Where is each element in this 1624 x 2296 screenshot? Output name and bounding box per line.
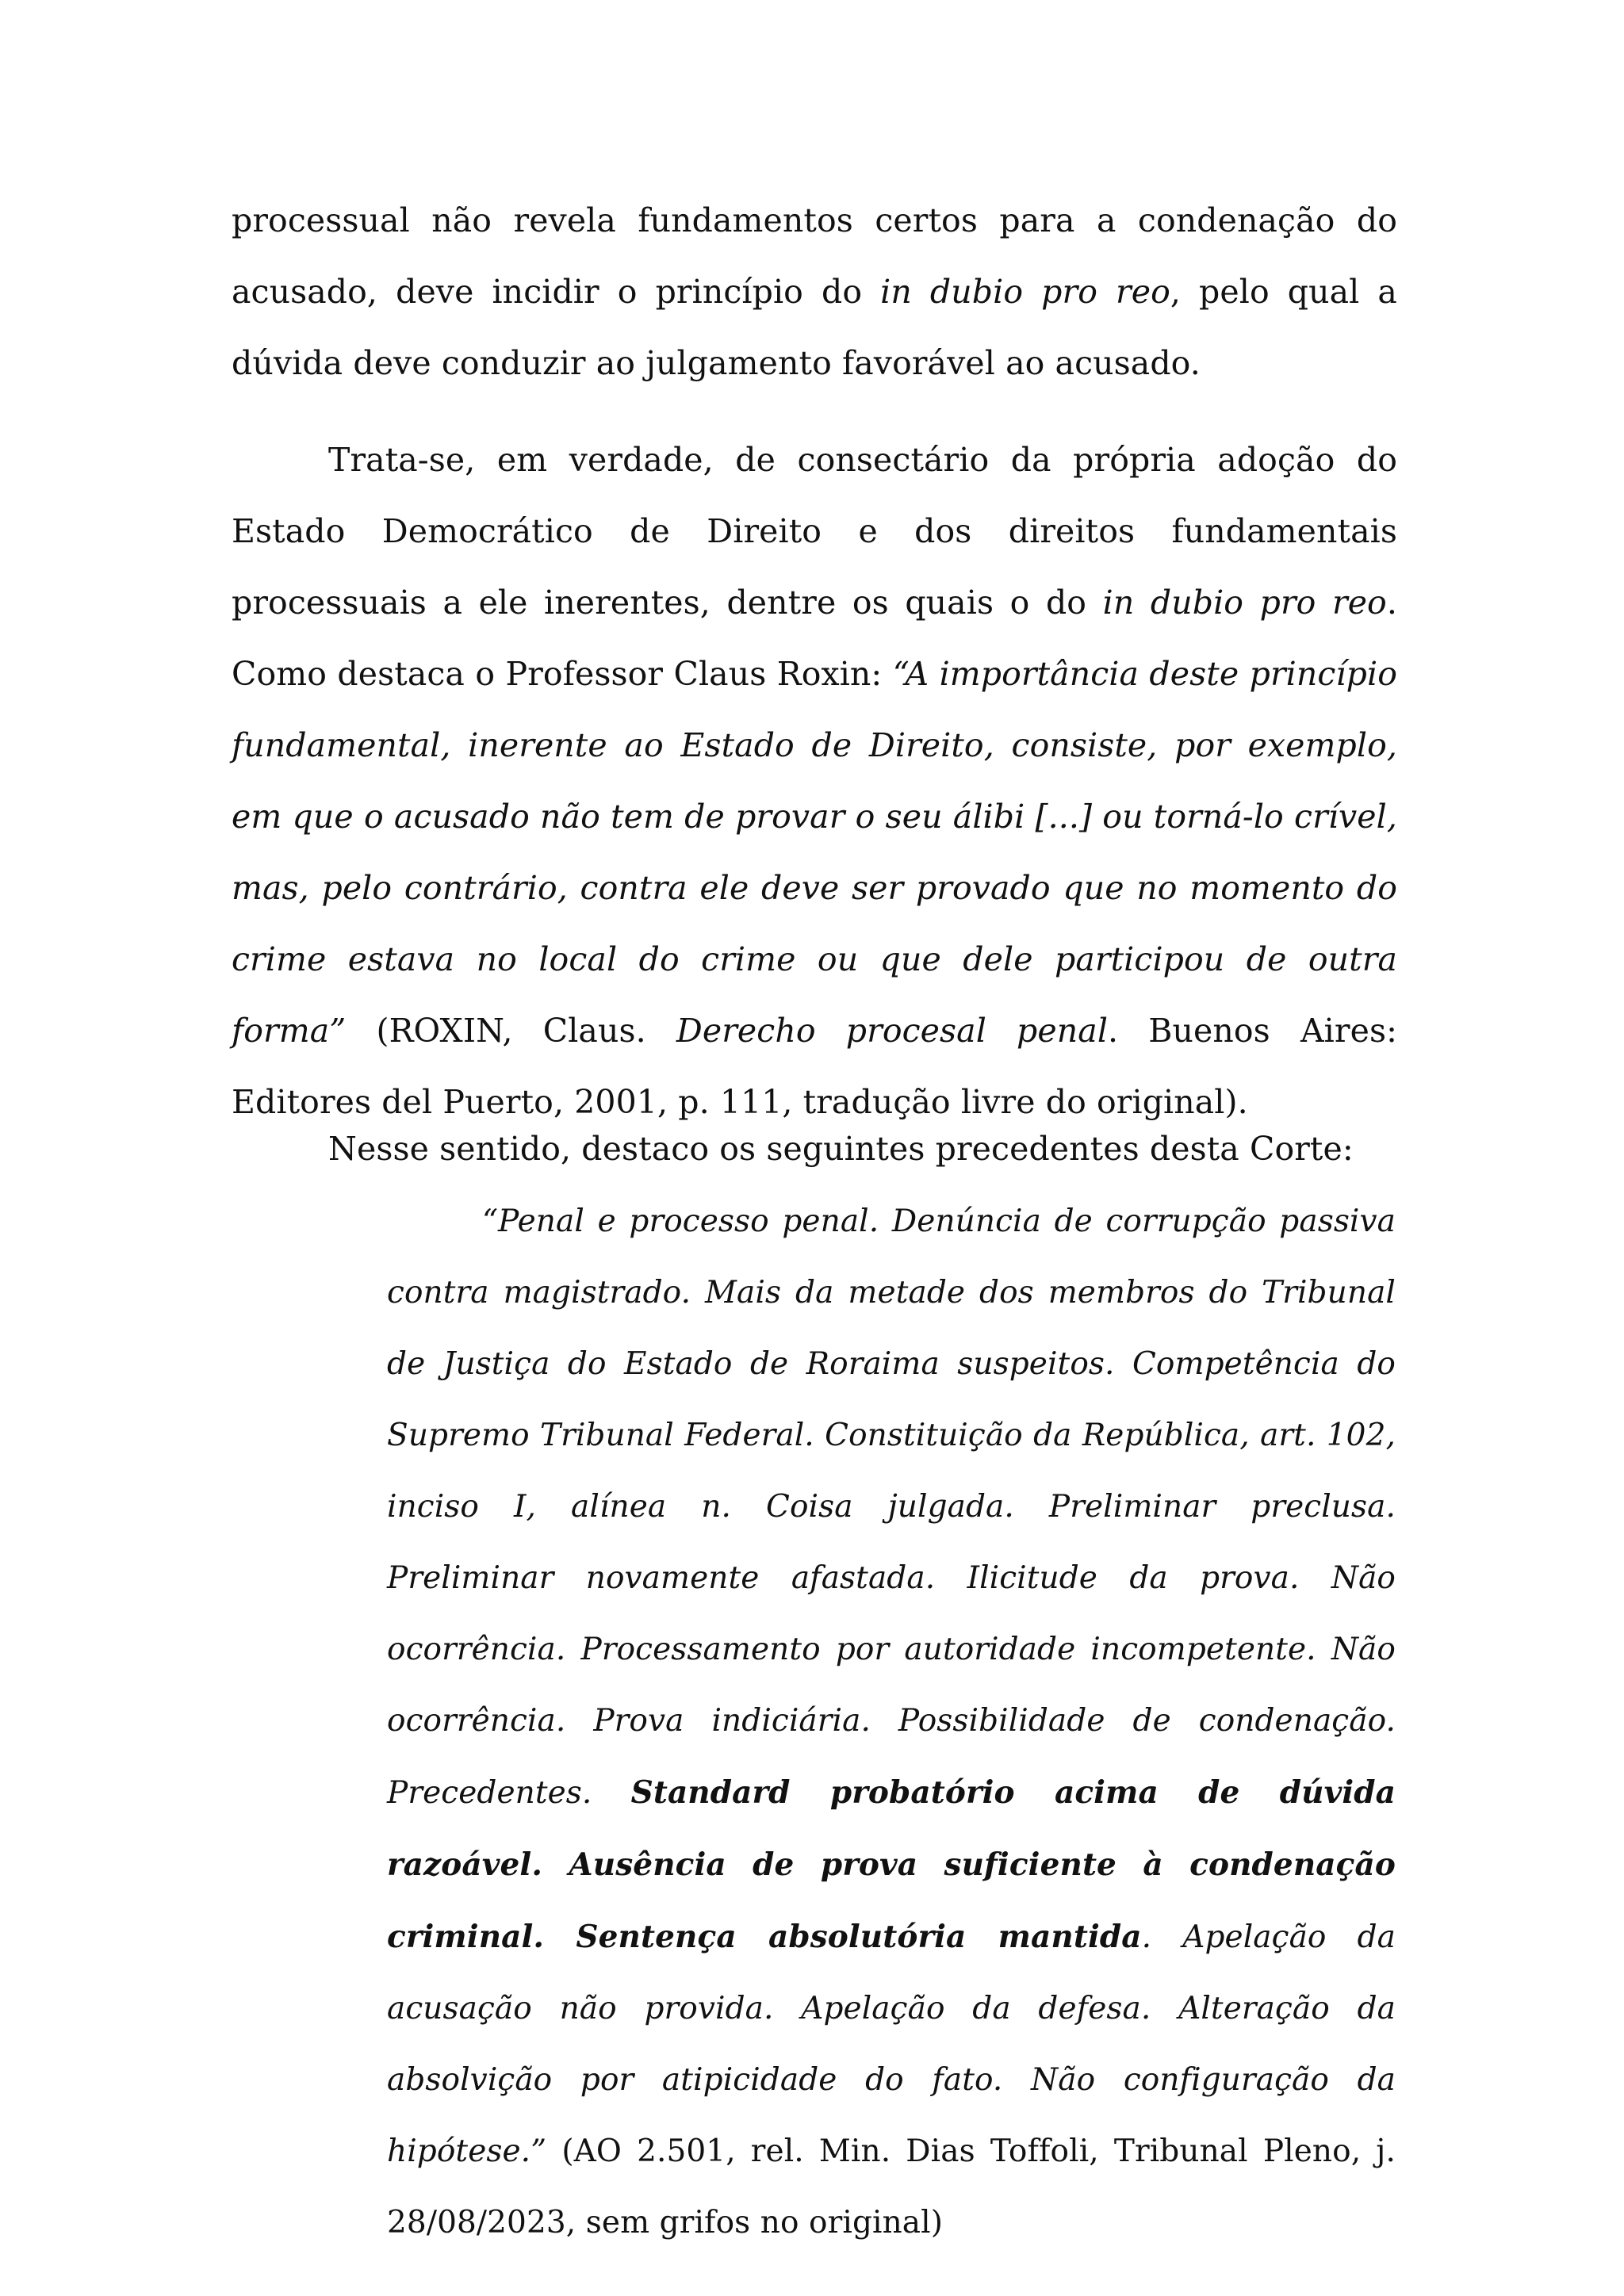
precedent-quote-emphasis: Standard probatório acima de dúvida razoável. Ausência de prova suficiente à condenação criminal. Sentença absolutória mantida xyxy=(387,1774,1396,1955)
paragraph-2 xyxy=(232,424,1397,1138)
paragraph-1 xyxy=(232,185,1397,399)
roxin-quote: “A importância deste princípio fundamental, inerente ao Estado de Direito, consiste, por exemplo, em que o acusado não tem de provar o seu álibi [...] ou torná-lo crível, mas, pelo contrário, contra ele deve ser provado que no momento do crime estava no local do crime ou que dele participou de outra forma” xyxy=(232,655,1397,1050)
precedent-citation: (AO 2.501, rel. Min. Dias Toffoli, Tribunal Pleno, j. 28/08/2023, sem grifos no original) xyxy=(387,2133,1396,2241)
paragraph-2-segment-b: . Como destaca o Professor Claus Roxin: xyxy=(232,584,1397,693)
precedent-quote-italic-b: . Apelação da acusação não provida. Apelação da defesa. Alteração da absolvição por atipicidade do fato. Não configuração da hipótese.” xyxy=(387,1919,1396,2169)
book-title: Derecho procesal penal xyxy=(676,1012,1109,1050)
paragraph-1-text xyxy=(232,185,1397,399)
paragraph-1-segment-after: , pelo qual a dúvida deve conduzir ao julgamento favorável ao acusado. xyxy=(232,273,1397,382)
paragraph-3-text: Nesse sentido, destaco os seguintes precedentes desta Corte: xyxy=(328,1130,1354,1168)
precedent-quote-italic-a: “Penal e processo penal. Denúncia de corrupção passiva contra magistrado. Mais da metade dos membros do Tribunal de Justiça do Estado de Roraima suspeitos. Competência do Supremo Tribunal Federal. Constituição da República, art. 102, inciso I, alínea n. Coisa julgada. Preliminar preclusa. Preliminar novamente afastada. Ilicitude da prova. Não ocorrência. Processamento por autoridade incompetente. Não ocorrência. Prova indiciária. Possibilidade de condenação. Precedentes. xyxy=(387,1203,1396,1811)
paragraph-1-italic: in dubio pro reo xyxy=(880,273,1170,311)
paragraph-3 xyxy=(232,1113,1397,1184)
paragraph-1-segment: processual não revela fundamentos certos para a condenação do acusado, deve incidir o princípio do xyxy=(232,201,1397,311)
precedent-quote xyxy=(387,1186,1396,2259)
paragraph-2-segment-c: (ROXIN, Claus. xyxy=(346,1012,676,1050)
paragraph-2-segment-a: Trata-se, em verdade, de consectário da própria adoção do Estado Democrático de Direito e dos direitos fundamentais processuais a ele inerentes, dentre os quais o do xyxy=(232,441,1397,622)
paragraph-2-italic-a: in dubio pro reo xyxy=(1102,584,1387,622)
paragraph-2-text xyxy=(232,424,1397,1138)
paragraph-2-segment-d: . Buenos Aires: Editores del Puerto, 2001, p. 111, tradução livre do original). xyxy=(232,1012,1397,1121)
precedent-quote-text xyxy=(387,1186,1396,2259)
